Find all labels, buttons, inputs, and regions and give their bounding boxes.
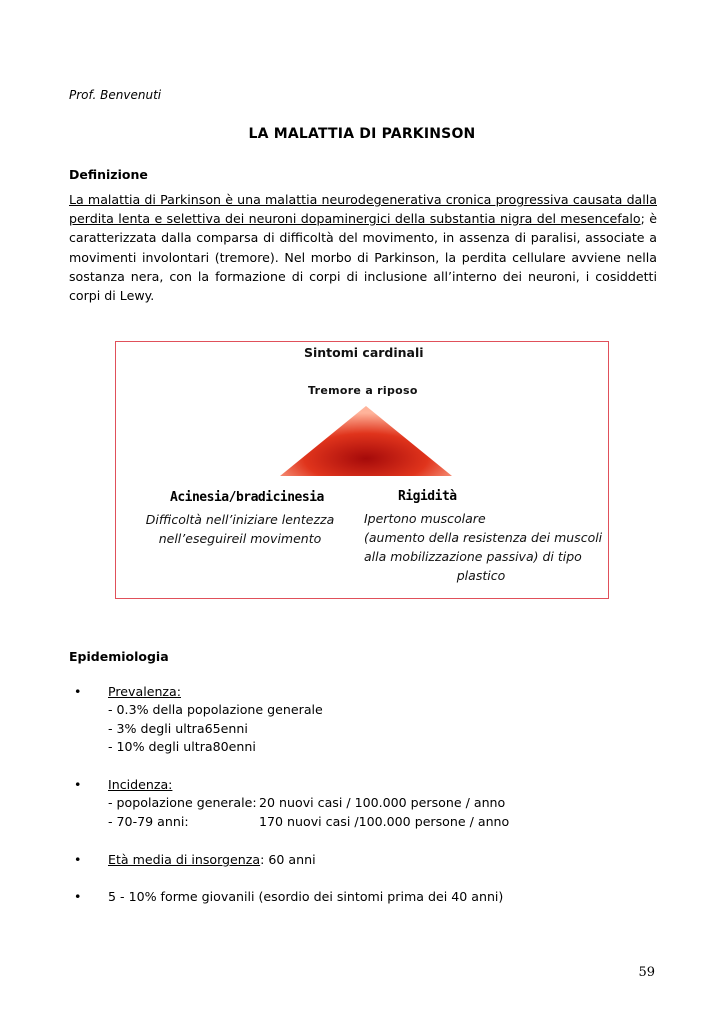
incidence-value: 170 nuovi casi /100.000 persone / anno bbox=[259, 813, 510, 829]
akinesia-desc-line: nell’eseguireil movimento bbox=[158, 531, 322, 546]
prevalence-line: - 3% degli ultra65enni bbox=[108, 720, 248, 736]
bullet-icon: • bbox=[74, 684, 82, 699]
author-line: Prof. Benvenuti bbox=[69, 88, 162, 102]
onset-label: Età media di insorgenza bbox=[108, 852, 261, 867]
page-title: LA MALATTIA DI PARKINSON bbox=[248, 126, 476, 142]
akinesia-description bbox=[140, 510, 340, 548]
rigidity-description bbox=[364, 509, 604, 585]
symptom-pyramid bbox=[276, 406, 456, 478]
bullet-icon: • bbox=[74, 777, 82, 792]
juvenile-line: 5 - 10% forme giovanili (esordio dei sintomi prima dei 40 anni) bbox=[108, 889, 504, 904]
definition-underlined-text: La malattia di Parkinson è una malattia neurodegenerativa cronica progressiva causata dalla perdita lenta e selettiva dei neuroni dopaminergici della substantia nigra del mesencefalo bbox=[69, 192, 657, 227]
incidence-row bbox=[108, 813, 509, 831]
akinesia-heading: Acinesia/bradicinesia bbox=[170, 490, 324, 505]
incidence-block bbox=[108, 776, 509, 831]
prevalence-label: Prevalenza: bbox=[108, 684, 181, 699]
rigidity-desc-line: (aumento della resistenza dei muscoli bbox=[364, 530, 603, 545]
pyramid-shape bbox=[280, 406, 452, 476]
prevalence-line: - 10% degli ultra80enni bbox=[108, 739, 256, 755]
bullet-icon: • bbox=[74, 852, 82, 867]
prevalence-block bbox=[108, 683, 323, 757]
incidence-row bbox=[108, 794, 509, 812]
definition-paragraph bbox=[69, 190, 657, 305]
rigidity-desc-line: Ipertono muscolare bbox=[364, 511, 486, 526]
page-number: 59 bbox=[638, 965, 655, 980]
epidemiology-heading: Epidemiologia bbox=[69, 649, 169, 664]
rigidity-desc-line: alla mobilizzazione passiva) di tipo bbox=[364, 549, 582, 564]
figure-title: Sintomi cardinali bbox=[304, 345, 424, 360]
cardinal-symptoms-figure bbox=[115, 341, 609, 599]
rigidity-heading: Rigidità bbox=[398, 489, 457, 504]
rigidity-desc-line: plastico bbox=[456, 568, 506, 583]
onset-line bbox=[108, 851, 316, 869]
incidence-group: - popolazione generale: bbox=[108, 795, 257, 811]
akinesia-desc-line: Difficoltà nell’iniziare lentezza bbox=[145, 512, 335, 527]
prevalence-line: - 0.3% della popolazione generale bbox=[108, 702, 323, 718]
incidence-value: 20 nuovi casi / 100.000 persone / anno bbox=[259, 795, 506, 811]
incidence-group: - 70-79 anni: bbox=[108, 813, 189, 829]
bullet-icon: • bbox=[74, 889, 82, 904]
definition-heading: Definizione bbox=[69, 167, 148, 182]
onset-value: : 60 anni bbox=[260, 852, 316, 867]
definition-rest-text: ; è caratterizzata dalla comparsa di difficoltà del movimento, in assenza di paralisi, associate a movimenti involontari (tremore). Nel morbo di Parkinson, la perdita cellulare avviene nella sostanza nera, con la formazione di corpi di inclusione all’interno dei neuroni, i cosiddetti corpi di Lewy. bbox=[69, 211, 657, 304]
incidence-label: Incidenza: bbox=[108, 777, 173, 792]
figure-apex-label: Tremore a riposo bbox=[308, 384, 418, 397]
